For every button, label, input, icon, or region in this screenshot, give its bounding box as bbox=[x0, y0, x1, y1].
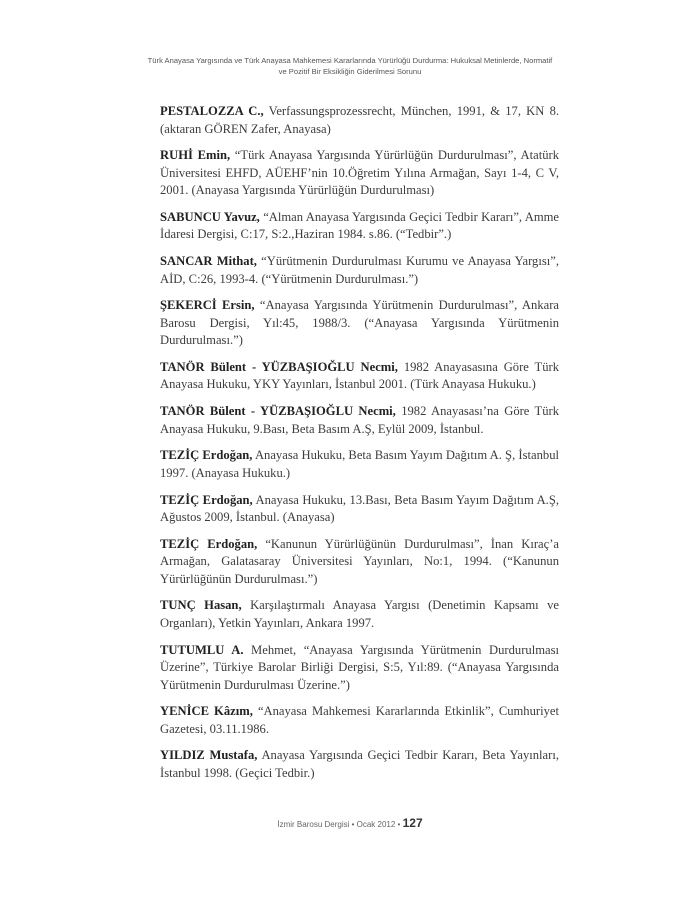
bibliography-entry bbox=[160, 492, 559, 527]
bibliography-entry bbox=[160, 359, 559, 394]
entry-text: “Kanunun Yürürlüğünün Durdurulması”, İnan Kıraç’a Armağan, Galatasaray Üniversitesi Yayınları, No:1, 1994. (“Kanunun Yürürlüğünün Durdurulması.”) bbox=[160, 536, 559, 586]
entry-author: TEZİÇ Erdoğan, bbox=[160, 448, 253, 463]
entry-text: Verfassungsprozessrecht, München, 1991, & 17, KN 8. (aktaran GÖREN Zafer, Anayasa) bbox=[160, 104, 560, 136]
bibliography-entry bbox=[160, 103, 559, 138]
entry-text: “Anayasa Yargısında Yürütmenin Durdurulması”, Ankara Barosu Dergisi, Yıl:45, 1988/3. (“Anayasa Yargısında Yürütmenin Durdurulması.”) bbox=[160, 298, 559, 348]
entry-text: Mehmet, “Anayasa Yargısında Yürütmenin Durdurulması Üzerine”, Türkiye Barolar Birliği Dergisi, S:5, Yıl:89. (“Anayasa Yargısında Yürütmenin Durdurulması Üzerine.”) bbox=[160, 642, 559, 692]
bibliography-entry bbox=[160, 403, 559, 438]
entry-author: TANÖR Bülent - YÜZBAŞIOĞLU Necmi, bbox=[160, 404, 396, 419]
entry-author: RUHİ Emin, bbox=[160, 148, 231, 163]
bibliography-entry bbox=[160, 253, 559, 288]
entry-text: Anayasa Hukuku, Beta Basım Yayım Dağıtım A. Ş, İstanbul 1997. (Anayasa Hukuku.) bbox=[160, 448, 559, 480]
bibliography-entry bbox=[160, 209, 559, 244]
entry-text: Karşılaştırmalı Anayasa Yargısı (Denetimin Kapsamı ve Organları), Yetkin Yayınları, Ankara 1997. bbox=[160, 598, 559, 630]
entry-text: “Anayasa Mahkemesi Kararlarında Etkinlik”, Cumhuriyet Gazetesi, 03.11.1986. bbox=[160, 704, 559, 736]
bibliography-entry bbox=[160, 447, 559, 482]
footer-journal: İzmir Barosu Dergisi • Ocak 2012 • bbox=[277, 820, 401, 829]
bibliography-entry bbox=[160, 747, 559, 782]
bibliography-entry bbox=[160, 642, 559, 695]
entry-text: “Türk Anayasa Yargısında Yürürlüğün Durdurulması”, Atatürk Üniversitesi EHFD, AÜEHF’nin 10.Öğretim Yılına Armağan, Sayı 1-4, C V, 2001. (Anayasa Yargısında Yürürlüğün Durdurulması) bbox=[160, 148, 559, 198]
entry-author: SANCAR Mithat, bbox=[160, 254, 257, 269]
page-number: 127 bbox=[402, 816, 423, 830]
bibliography-entry bbox=[160, 536, 559, 589]
entry-author: YILDIZ Mustafa, bbox=[160, 748, 258, 763]
entry-author: TEZİÇ Erdoğan, bbox=[160, 536, 258, 551]
entry-author: YENİCE Kâzım, bbox=[160, 704, 253, 719]
running-header bbox=[120, 55, 580, 77]
header-line-2: ve Pozitif Bir Eksikliğin Giderilmesi Sorunu bbox=[278, 67, 422, 76]
header-line-1: Türk Anayasa Yargısında ve Türk Anayasa Mahkemesi Kararlarında Yürürlüğü Durdurma: Hukuksal Metinlerde, Normatif bbox=[147, 56, 553, 65]
entry-text: Anayasa Yargısında Geçici Tedbir Kararı, Beta Yayınları, İstanbul 1998. (Geçici Tedbir.) bbox=[160, 748, 559, 780]
page-footer bbox=[0, 816, 700, 830]
bibliography-entry bbox=[160, 297, 559, 350]
bibliography-entry bbox=[160, 147, 559, 200]
entry-text: “Yürütmenin Durdurulması Kurumu ve Anayasa Yargısı”, AİD, C:26, 1993-4. (“Yürütmenin Durdurulması.”) bbox=[160, 254, 559, 286]
entry-author: TUTUMLU A. bbox=[160, 642, 244, 657]
entry-author: TANÖR Bülent - YÜZBAŞIOĞLU Necmi, bbox=[160, 359, 398, 374]
entry-author: TUNÇ Hasan, bbox=[160, 598, 242, 613]
entry-text: “Alman Anayasa Yargısında Geçici Tedbir Kararı”, Amme İdaresi Dergisi, C:17, S:2.,Haziran 1984. s.86. (“Tedbir”.) bbox=[160, 209, 560, 242]
bibliography-list bbox=[160, 103, 559, 792]
entry-text: 1982 Anayasasına Göre Türk Anayasa Hukuku, YKY Yayınları, İstanbul 2001. (Türk Anayasa Hukuku.) bbox=[160, 359, 559, 392]
entry-author: PESTALOZZA C., bbox=[160, 104, 264, 118]
bibliography-entry bbox=[160, 597, 559, 632]
entry-text: Anayasa Hukuku, 13.Bası, Beta Basım Yayım Dağıtım A.Ş, Ağustos 2009, İstanbul. (Anayasa) bbox=[160, 492, 559, 524]
bibliography-entry bbox=[160, 703, 559, 738]
entry-text: 1982 Anayasası’na Göre Türk Anayasa Hukuku, 9.Bası, Beta Basım A.Ş, Eylül 2009, İstanbul. bbox=[160, 404, 559, 436]
entry-author: TEZİÇ Erdoğan, bbox=[160, 492, 253, 507]
entry-author: ŞEKERCİ Ersin, bbox=[160, 298, 255, 313]
entry-author: SABUNCU Yavuz, bbox=[160, 209, 260, 224]
